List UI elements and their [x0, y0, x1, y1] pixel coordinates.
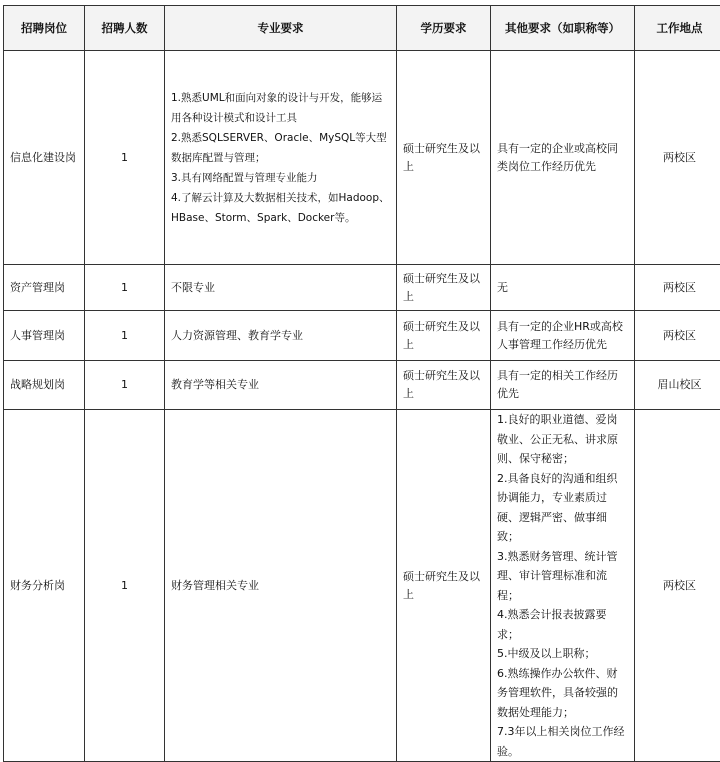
cell-education: 硕士研究生及以上	[397, 361, 491, 410]
cell-count: 1	[85, 51, 165, 265]
cell-position: 信息化建设岗	[4, 51, 85, 265]
cell-education: 硕士研究生及以上	[397, 410, 491, 762]
list-item: 6.熟练操作办公软件、财务管理软件，具备较强的数据处理能力；	[497, 664, 628, 723]
cell-position: 人事管理岗	[4, 311, 85, 361]
cell-education: 硕士研究生及以上	[397, 265, 491, 311]
table-row	[4, 265, 720, 311]
cell-count: 1	[85, 311, 165, 361]
cell-position: 资产管理岗	[4, 265, 85, 311]
header-position: 招聘岗位	[4, 6, 85, 51]
list-item: 2.熟悉SQLSERVER、Oracle、MySQL等大型数据库配置与管理；	[171, 128, 390, 168]
cell-major: 财务管理相关专业	[165, 410, 397, 762]
cell-other	[491, 410, 635, 762]
cell-location: 两校区	[635, 51, 720, 265]
cell-other: 无	[491, 265, 635, 311]
cell-position: 财务分析岗	[4, 410, 85, 762]
cell-other: 具有一定的企业HR或高校人事管理工作经历优先	[491, 311, 635, 361]
list-item: 3.具有网络配置与管理专业能力	[171, 168, 390, 188]
header-other: 其他要求（如职称等）	[491, 6, 635, 51]
cell-major: 教育学等相关专业	[165, 361, 397, 410]
cell-location: 眉山校区	[635, 361, 720, 410]
list-item: 3.熟悉财务管理、统计管理、审计管理标准和流程；	[497, 547, 628, 606]
cell-major: 不限专业	[165, 265, 397, 311]
list-item: 1.良好的职业道德、爱岗敬业、公正无私、讲求原则、保守秘密；	[497, 410, 628, 469]
cell-other: 具有一定的企业或高校同类岗位工作经历优先	[491, 51, 635, 265]
cell-location: 两校区	[635, 265, 720, 311]
header-education: 学历要求	[397, 6, 491, 51]
cell-position: 战略规划岗	[4, 361, 85, 410]
header-location: 工作地点	[635, 6, 720, 51]
list-item: 1.熟悉UML和面向对象的设计与开发，能够运用各种设计模式和设计工具	[171, 88, 390, 128]
cell-major	[165, 51, 397, 265]
cell-education: 硕士研究生及以上	[397, 51, 491, 265]
cell-education: 硕士研究生及以上	[397, 311, 491, 361]
table-header-row	[4, 6, 720, 51]
list-item: 5.中级及以上职称；	[497, 644, 628, 664]
cell-other: 具有一定的相关工作经历优先	[491, 361, 635, 410]
cell-location: 两校区	[635, 311, 720, 361]
cell-location: 两校区	[635, 410, 720, 762]
table-row	[4, 51, 720, 265]
list-item: 4.熟悉会计报表披露要求；	[497, 605, 628, 644]
recruitment-table	[3, 5, 720, 762]
cell-major: 人力资源管理、教育学专业	[165, 311, 397, 361]
header-major: 专业要求	[165, 6, 397, 51]
cell-count: 1	[85, 265, 165, 311]
header-count: 招聘人数	[85, 6, 165, 51]
list-item: 4.了解云计算及大数据相关技术，如Hadoop、HBase、Storm、Spark、Docker等。	[171, 188, 390, 228]
major-list	[171, 88, 390, 228]
table-row	[4, 361, 720, 410]
other-requirements-list	[497, 410, 628, 761]
list-item: 7.3年以上相关岗位工作经验。	[497, 722, 628, 761]
cell-count: 1	[85, 361, 165, 410]
table-row	[4, 410, 720, 762]
cell-count: 1	[85, 410, 165, 762]
table-row	[4, 311, 720, 361]
list-item: 2.具备良好的沟通和组织协调能力，专业素质过硬、逻辑严密、做事细致；	[497, 469, 628, 547]
